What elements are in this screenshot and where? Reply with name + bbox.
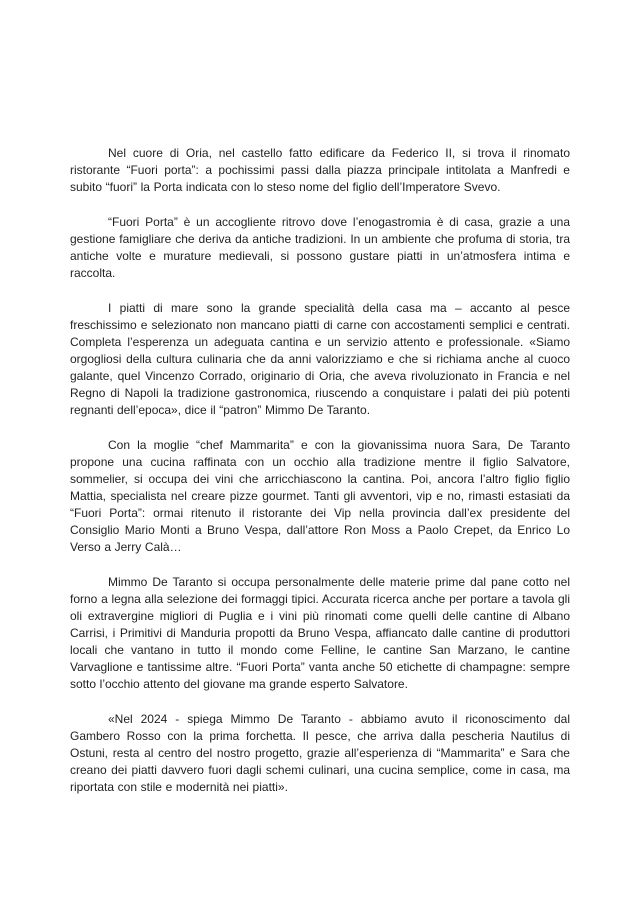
paragraph-famiglia-de-taranto: Con la moglie “chef Mammarita” e con la giovanissima nuora Sara, De Taranto propone una cucina raffinata con un occhio alla tradizione mentre il figlio Salvatore, sommelier, si occupa dei vini che arricchiascono la cantina. Poi, ancora l’altro figlio figlio Mattia, specialista nel creare pizze gourmet. Tanti gli avventori, vip e no, rimasti estasiati da “Fuori Porta”: ormai ritenuto il ristorante dei Vip nella provincia dall’ex presidente del Consiglio Mario Monti a Bruno Vespa, dall’attore Ron Moss a Paolo Crepet, da Enrico Lo Verso a Jerry Calà… [70, 438, 570, 554]
paragraph-intro-oria-castello: Nel cuore di Oria, nel castello fatto edificare da Federico II, si trova il rinomato ristorante “Fuori porta”: a pochissimi passi dalla piazza principale intitolata a Manfredi e subito “fuori” la Porta indicata con lo steso nome del figlio dell’Imperatore Svevo. [70, 146, 570, 194]
paragraph-fuori-porta-ritrovo: “Fuori Porta” è un accogliente ritrovo dove l’enogastromia è di casa, grazie a una gestione famigliare che deriva da antiche tradizioni. In un ambiente che profuma di storia, tra antiche volte e murature medievali, si possono gustare piatti in un’atmosfera intima e raccolta. [70, 215, 570, 280]
article-body [70, 145, 570, 796]
paragraph-materie-prime-cantine: Mimmo De Taranto si occupa personalmente delle materie prime dal pane cotto nel forno a legna alla selezione dei formaggi tipici. Accurata ricerca anche per portare a tavola gli oli extravergine migliori di Puglia e i vini più rinomati come quelli delle cantine di Albano Carrisi, i Primitivi di Manduria propotti da Bruno Vespa, affiancato dalle cantine di produttori locali che vantano in tutto il mondo come Felline, le cantine San Marzano, le cantine Varvaglione e tantissime altre. “Fuori Porta” vanta anche 50 etichette di champagne: sempre sotto l’occhio attento del giovane ma grande esperto Salvatore. [70, 575, 570, 691]
paragraph-gambero-rosso-2024: «Nel 2024 - spiega Mimmo De Taranto - abbiamo avuto il riconoscimento dal Gambero Rosso con la prima forchetta. Il pesce, che arriva dalla pescheria Nautilus di Ostuni, resta al centro del nostro progetto, grazie all’esperienza di “Mammarita” e Sara che creano dei piatti davvero fuori dagli schemi culinari, una cucina semplice, come in casa, ma riportata con stile e modernità nei piatti». [70, 712, 570, 794]
paragraph-piatti-di-mare: I piatti di mare sono la grande specialità della casa ma – accanto al pesce freschissimo e selezionato non mancano piatti di carne con accostamenti semplici e centrati. Completa l’esperenza un adeguata cantina e un servizio attento e professionale. «Siamo orgogliosi della cultura culinaria che da anni valorizziamo e che si richiama anche al cuoco galante, quel Vincenzo Corrado, originario di Oria, che aveva rivoluzionato in Francia e nel Regno di Napoli la tradizione gastronomica, riuscendo a conquistare i palati dei più potenti regnanti dell’epoca», dice il “patron” Mimmo De Taranto. [70, 301, 570, 417]
